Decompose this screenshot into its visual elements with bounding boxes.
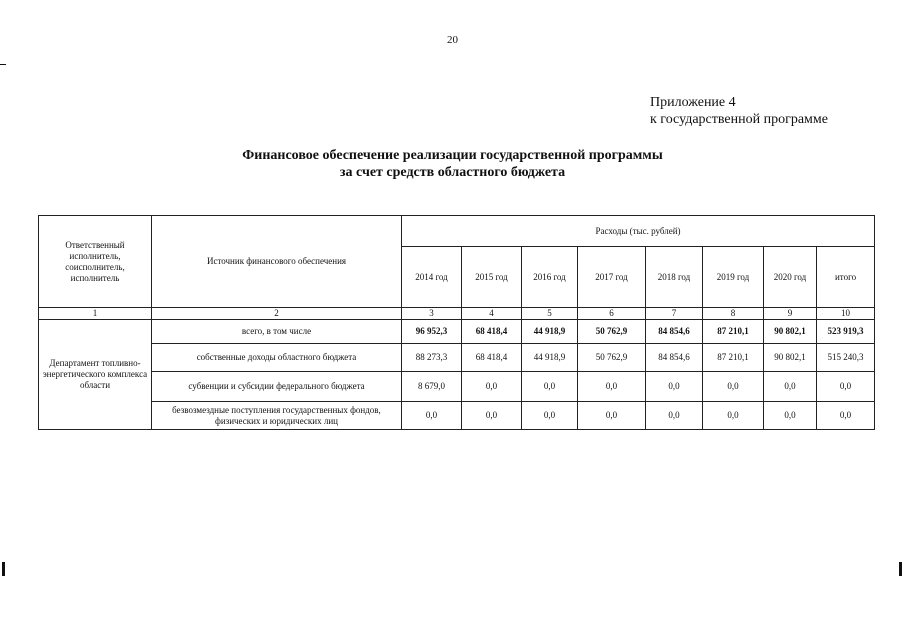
- header-year-2018: 2018 год: [646, 247, 703, 308]
- value-cell: 90 802,1: [764, 344, 817, 372]
- value-cell: 84 854,6: [646, 344, 703, 372]
- scan-edge-mark-right: [899, 562, 902, 576]
- table-row-total: [39, 320, 875, 344]
- value-cell: 0,0: [646, 402, 703, 430]
- source-cell: собственные доходы областного бюджета: [152, 344, 402, 372]
- document-title: [0, 147, 905, 181]
- value-cell: 0,0: [578, 372, 646, 402]
- source-cell: всего, в том числе: [152, 320, 402, 344]
- source-cell: субвенции и субсидии федерального бюджета: [152, 372, 402, 402]
- value-cell: 87 210,1: [703, 344, 764, 372]
- value-cell: 0,0: [764, 372, 817, 402]
- appendix-line-2: к государственной программе: [650, 112, 828, 127]
- appendix-line-1: Приложение 4: [650, 95, 736, 110]
- appendix-note: [650, 94, 828, 128]
- header-year-2019: 2019 год: [703, 247, 764, 308]
- scan-edge-dash: [0, 64, 6, 65]
- table-row-gratuitous-receipts: [39, 402, 875, 430]
- value-cell: 0,0: [703, 402, 764, 430]
- value-cell: 8 679,0: [402, 372, 462, 402]
- header-year-2016: 2016 год: [522, 247, 578, 308]
- header-year-2020: 2020 год: [764, 247, 817, 308]
- title-line-1: Финансовое обеспечение реализации государственной программы: [242, 148, 663, 163]
- column-number-row: [39, 308, 875, 320]
- value-cell: 84 854,6: [646, 320, 703, 344]
- value-cell: 90 802,1: [764, 320, 817, 344]
- column-number: 7: [646, 308, 703, 320]
- scan-edge-mark-left: [2, 562, 5, 576]
- value-cell: 0,0: [703, 372, 764, 402]
- page-number: 20: [447, 34, 458, 46]
- value-cell: 0,0: [817, 402, 875, 430]
- header-executor: Ответственный исполнитель, соисполнитель, исполнитель: [39, 216, 152, 308]
- value-cell: 0,0: [522, 372, 578, 402]
- value-cell: 0,0: [578, 402, 646, 430]
- value-cell: 68 418,4: [462, 344, 522, 372]
- header-year-2014: 2014 год: [402, 247, 462, 308]
- value-cell: 50 762,9: [578, 344, 646, 372]
- value-cell: 87 210,1: [703, 320, 764, 344]
- value-cell: 50 762,9: [578, 320, 646, 344]
- header-year-2015: 2015 год: [462, 247, 522, 308]
- column-number: 2: [152, 308, 402, 320]
- table-row-federal-subsidies: [39, 372, 875, 402]
- column-number: 6: [578, 308, 646, 320]
- financing-table: [38, 215, 875, 430]
- value-cell: 0,0: [764, 402, 817, 430]
- value-cell: 0,0: [522, 402, 578, 430]
- value-cell: 44 918,9: [522, 344, 578, 372]
- value-cell: 0,0: [402, 402, 462, 430]
- title-line-2: за счет средств областного бюджета: [339, 165, 566, 180]
- header-year-2017: 2017 год: [578, 247, 646, 308]
- value-cell: 68 418,4: [462, 320, 522, 344]
- column-number: 8: [703, 308, 764, 320]
- value-cell: 0,0: [462, 402, 522, 430]
- value-cell: 0,0: [646, 372, 703, 402]
- column-number: 4: [462, 308, 522, 320]
- value-cell: 523 919,3: [817, 320, 875, 344]
- column-number: 5: [522, 308, 578, 320]
- value-cell: 96 952,3: [402, 320, 462, 344]
- value-cell: 44 918,9: [522, 320, 578, 344]
- column-number: 3: [402, 308, 462, 320]
- column-number: 10: [817, 308, 875, 320]
- executor-cell: Департамент топливно-энергетического комплекса области: [39, 320, 152, 430]
- header-total: итого: [817, 247, 875, 308]
- value-cell: 0,0: [462, 372, 522, 402]
- header-source: Источник финансового обеспечения: [152, 216, 402, 308]
- header-row-1: [39, 216, 875, 247]
- source-cell: безвозмездные поступления государственных фондов, физических и юридических лиц: [152, 402, 402, 430]
- column-number: 1: [39, 308, 152, 320]
- header-expenses: Расходы (тыс. рублей): [402, 216, 875, 247]
- value-cell: 515 240,3: [817, 344, 875, 372]
- table-row-own-revenue: [39, 344, 875, 372]
- value-cell: 88 273,3: [402, 344, 462, 372]
- column-number: 9: [764, 308, 817, 320]
- value-cell: 0,0: [817, 372, 875, 402]
